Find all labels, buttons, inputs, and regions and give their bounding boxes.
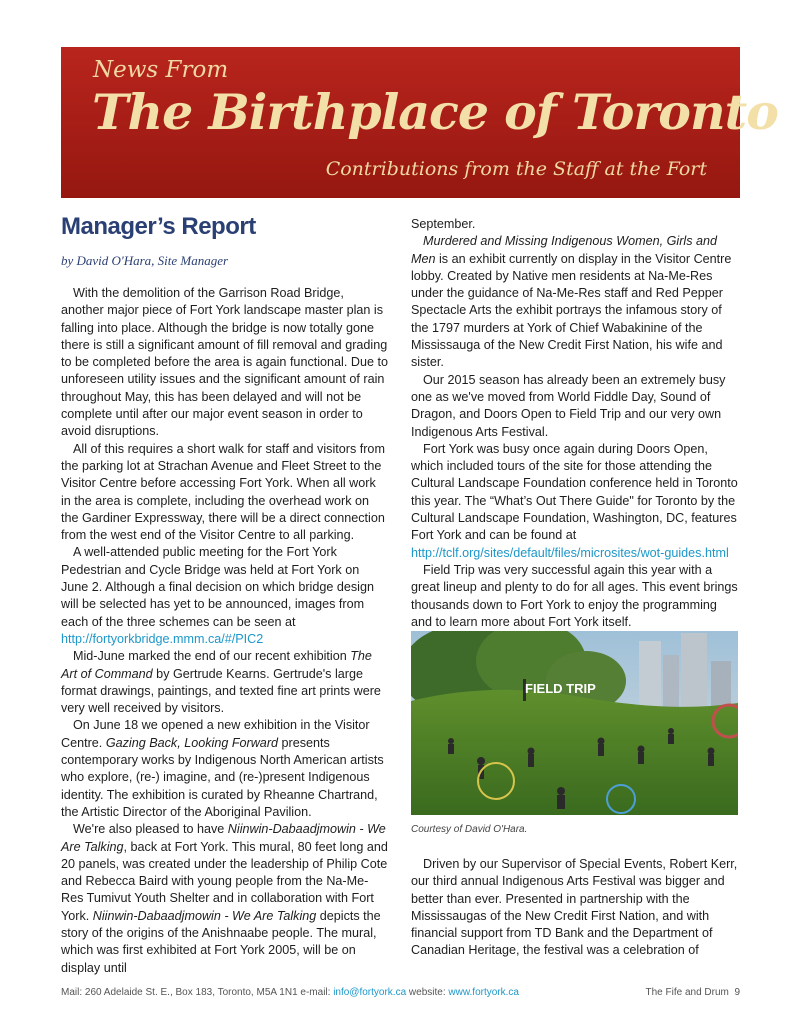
paragraph-text: , back at Fort York. This mural, 80 feet long and 20 panels, was created under the leadership of Philip Cote and Rebecca Baird with young people from the Na-Me-Res Tumivut Youth Shelter and in collaboration with Fort York. <box>61 839 388 923</box>
article-heading: Manager’s Report <box>61 213 256 240</box>
publication-name: The Fife and Drum <box>645 987 729 998</box>
mural-title: Niinwin-Dabaadjmowin - We Are Talking <box>92 908 317 923</box>
tclf-link[interactable]: http://tclf.org/sites/default/files/microsites/wot-guides.html <box>411 545 729 560</box>
paragraph-text: On June 18 we opened a new exhibition in the Visitor Centre. <box>61 718 370 750</box>
paragraph-text: Mid-June marked the end of our recent exhibition <box>73 649 351 664</box>
paragraph-text: by Gertrude Kearns. Gertrude's large format drawings, paintings, and texted fine art prints were very well received by visitors. <box>61 666 381 716</box>
article-byline: by David O'Hara, Site Manager <box>61 253 229 268</box>
paragraph-text: A well-attended public meeting for the Fort York Pedestrian and Cycle Bridge was held at Fort York on June 2. Although a final decision on which bridge design will be selected has yet to be announced, images from each of the three schemes can be seen at <box>61 545 374 629</box>
paragraph <box>61 544 388 648</box>
exhibition-title: The Art of Command <box>61 649 372 681</box>
paragraph: Our 2015 season has already been an extremely busy one as we've moved from World Fiddle Day, Sound of Dragon, and Doors Open to Field Trip and our very own Indigenous Arts Festival. <box>411 372 726 439</box>
right-column-bottom <box>411 856 741 960</box>
masthead-subtitle: Contributions from the Staff at the Fort <box>325 158 707 180</box>
footer-address: Mail: 260 Adelaide St. E., Box 183, Toronto, M5A 1N1 e-mail: <box>61 987 334 998</box>
paragraph-text: Fort York was busy once again during Doors Open, which included tours of the site for those attending the Cultural Landscape Foundation conference held in Toronto this year. The “What’s Out There Guide" for Toronto by the Cultural Landscape Foundation, Washington, DC, features Fort York and can be found at <box>411 441 738 543</box>
footer-email-link[interactable]: info@fortyork.ca <box>333 987 407 998</box>
mural-title: Niinwin-Dabaadjmowin - We Are Talking <box>61 822 386 854</box>
exhibition-title: Gazing Back, Looking Forward <box>105 735 279 750</box>
footer-website-label: website: <box>406 987 449 998</box>
paragraph: Field Trip was very successful again this year with a great lineup and plenty to do for all ages. This event brings thousands down to Fort York to enjoy the programming and to learn more about Fort York itself. <box>411 562 738 629</box>
paragraph-text: presents contemporary works by Indigenous North American artists who explore, (re-) imagine, and (re-)present Indigenous identity. The exhibition is curated by Rheanne Chartrand, the Artistic Director of the Aboriginal Pavilion. <box>61 735 384 819</box>
exhibit-title: Murdered and Missing Indigenous Women, Girls and Men <box>411 234 717 266</box>
paragraph: September. <box>411 217 476 231</box>
paragraph <box>61 821 388 977</box>
photo-caption: Courtesy of David O'Hara. <box>411 824 528 835</box>
masthead-kicker: News From <box>93 57 229 83</box>
masthead-title: The Birthplace of Toronto <box>92 83 778 141</box>
footer-publication <box>646 987 741 998</box>
photo-illustration <box>411 631 738 815</box>
right-column <box>411 216 741 631</box>
masthead-banner <box>61 47 778 198</box>
paragraph-text: depicts the story of the origins of the Anishnaabe people. The mural, which was first exhibited at Fort York 2005, will be on display until <box>61 908 381 975</box>
bridge-link[interactable]: http://fortyorkbridge.mmm.ca/#/PIC2 <box>61 631 264 646</box>
paragraph-text: is an exhibit currently on display in the Visitor Centre lobby. Created by Native men residents at Na-Me-Res under the guidance of Na-Me-Res staff and Red Pepper Spectacle Arts the exhibit portrays the infamous story of the 1797 murders at York of Chief Wabakinine of the Mississauga of the New Credit First Nation, his wife and sister. <box>411 251 732 370</box>
paragraph <box>411 233 741 371</box>
paragraph <box>61 717 388 821</box>
paragraph <box>61 648 388 717</box>
field-trip-photo <box>411 631 738 815</box>
paragraph: Driven by our Supervisor of Special Events, Robert Kerr, our third annual Indigenous Arts Festival was bigger and better than ever. Presented in partnership with the Mississaugas of the New Credit First Nation, and with financial support from TD Bank and the Department of Canadian Heritage, the festival was a celebration of <box>411 857 738 958</box>
left-column <box>61 285 388 977</box>
paragraph: All of this requires a short walk for staff and visitors from the parking lot at Strachan Avenue and Fleet Street to the Visitor Centre before accessing Fort York. When all work in the area is complete, including the overhead work on the Gardiner Expressway, there will be a direct connection from the west end of the Visitor Centre to all parking. <box>61 441 385 543</box>
page-number: 9 <box>734 987 740 998</box>
page-footer <box>61 987 740 998</box>
paragraph: With the demolition of the Garrison Road Bridge, another major piece of Fort York landscape master plan is falling into place. Although the bridge is now totally gone there is still a significant amount of fill removal and grading to be completed before the area is again functional. Due to unforeseen utility issues and the significant amount of rain throughout May, this has been delayed and will not be complete until after our major event season in order to avoid disruptions. <box>61 286 388 439</box>
paragraph <box>411 441 741 562</box>
paragraph-text: We're also pleased to have <box>73 822 228 837</box>
footer-website-link[interactable]: www.fortyork.ca <box>448 987 519 998</box>
photo-sign-text: FIELD TRIP <box>525 681 596 696</box>
